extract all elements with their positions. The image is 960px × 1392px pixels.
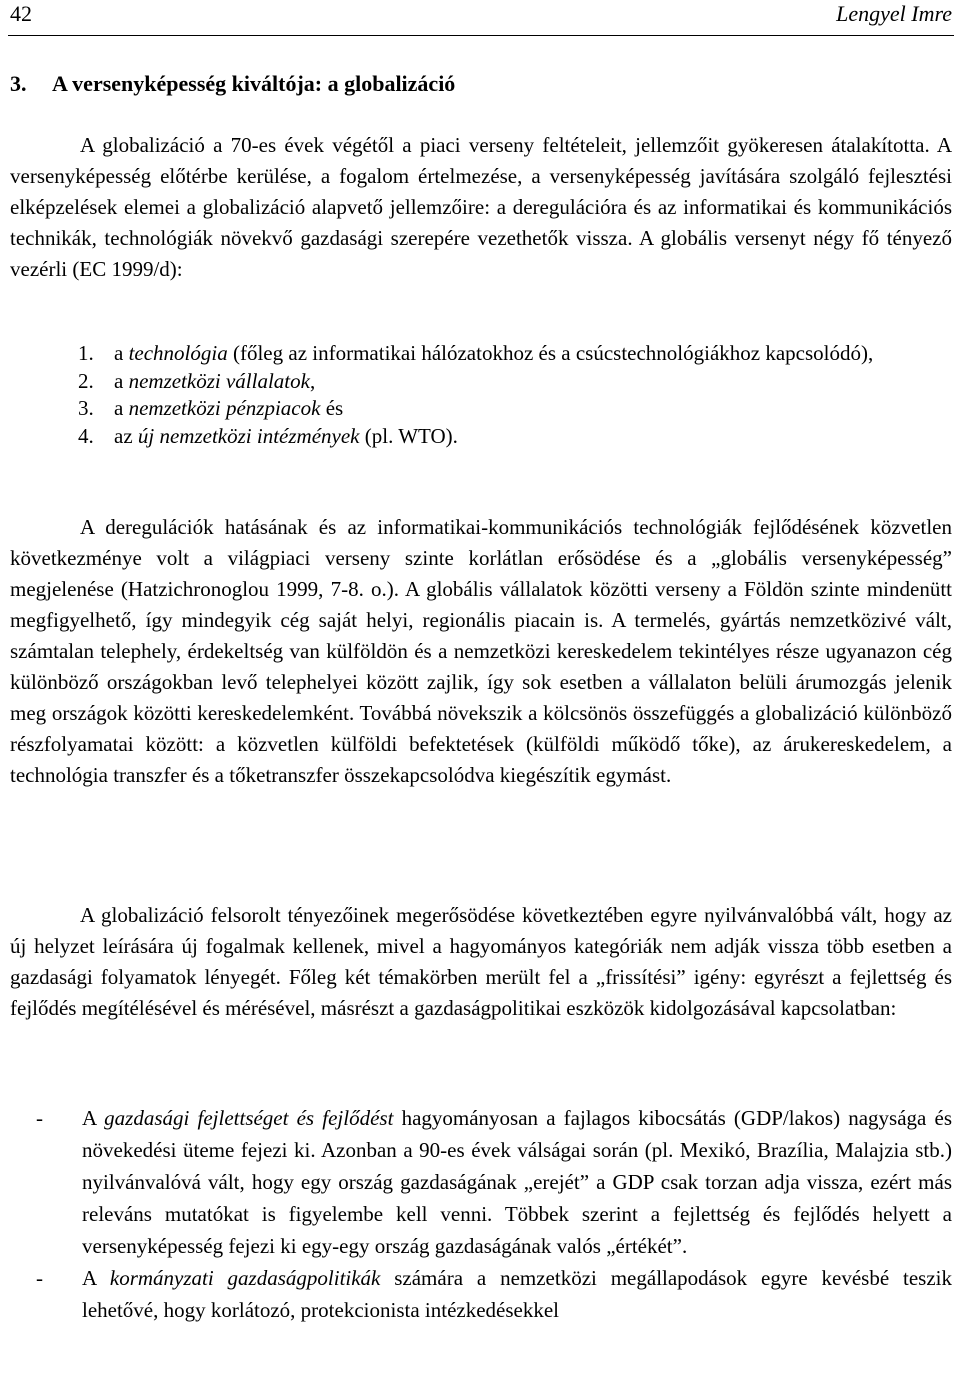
factor-number: 1. xyxy=(78,341,94,365)
factor-text: (pl. WTO). xyxy=(359,423,458,448)
factor-text: , xyxy=(309,368,316,393)
factor-text: a xyxy=(114,396,129,420)
section-heading xyxy=(10,70,455,98)
factor-number: 4. xyxy=(78,423,94,448)
running-head-author: Lengyel Imre xyxy=(836,1,952,26)
bullet-item xyxy=(36,1262,952,1326)
bullet-dash: - xyxy=(36,1106,43,1130)
factor-item xyxy=(78,395,958,423)
paragraph-deregulation xyxy=(10,512,952,791)
factor-number: 3. xyxy=(78,396,94,420)
factor-text: a xyxy=(114,341,129,365)
section-number: 3. xyxy=(10,71,27,96)
bullet-text: A xyxy=(82,1266,110,1290)
bullet-text: számára a nemzetközi megállapodások egyre kevésbé teszik lehetővé, hogy korlátozó, protekcionista intézkedésekkel xyxy=(82,1266,952,1322)
factor-emphasis: nemzetközi vállalatok xyxy=(128,368,310,393)
bullet-dash: - xyxy=(36,1266,43,1290)
page-header xyxy=(10,1,952,27)
factor-emphasis: új nemzetközi intézmények xyxy=(137,423,360,448)
header-rule xyxy=(8,35,954,36)
factor-item xyxy=(78,368,958,396)
paragraph-intro-text: A globalizáció a 70-es évek végétől a piaci verseny feltételeit, jellemzőit gyökeresen átalakította. A versenyképesség előtérbe kerülése, a fogalom értelmezése, a versenyképesség javítására szolgáló fejlesztési elképzelések elemei a globalizáció alapvető jellemzőire: a deregulációra és az informatikai és kommunikációs technikák, technológiák növekvő gazdasági szerepére vezethetők vissza. A globális versenyt négy fő tényező vezérli (EC 1999/d): xyxy=(10,133,952,281)
factor-number: 2. xyxy=(78,368,94,393)
paragraph-intro xyxy=(10,130,952,285)
factor-text: a xyxy=(114,368,129,393)
paragraph-concepts xyxy=(10,900,952,1024)
factor-text: az xyxy=(114,423,138,448)
paragraph-concepts-text: A globalizáció felsorolt tényezőinek megerősödése következtében egyre nyilvánvalóbbá vált, hogy az új helyzet leírására új fogalmak kellenek, mivel a hagyományos kategóriák nem adják vissza több esetben a gazdasági folyamatok lényegét. Főleg két témakörben merült fel a „frissítési” igény: egyrészt a fejlettség és fejlődés megítélésével és mérésével, másrészt a gazdaságpolitikai eszközök kidolgozásával kapcsolatban: xyxy=(10,903,952,1020)
bullet-list xyxy=(36,1102,952,1326)
factor-item xyxy=(78,340,958,368)
factor-text: és xyxy=(320,396,344,420)
bullet-text: A xyxy=(82,1106,105,1130)
factor-text: (főleg az informatikai hálózatokhoz és a csúcstechnológiákhoz kapcsolódó), xyxy=(227,341,874,365)
factor-list xyxy=(78,340,958,450)
factor-emphasis: nemzetközi pénzpiacok xyxy=(128,396,321,420)
page-number: 42 xyxy=(10,1,32,26)
section-title: A versenyképesség kiváltója: a globalizáció xyxy=(52,71,456,96)
bullet-item xyxy=(36,1102,952,1262)
bullet-emphasis: gazdasági fejlettséget és fejlődést xyxy=(104,1106,394,1130)
paragraph-deregulation-text: A deregulációk hatásának és az informatikai-kommunikációs technológiák fejlődésének közvetlen következménye volt a világpiaci verseny szinte korlátlan erősödése és a „globális versenyképesség” megjelenése (Hatzichronoglou 1999, 7-8. o.). A globális vállalatok közötti verseny a Földön szinte mindenütt megfigyelhető, így mindegyik cég saját helyi, regionális piacain is. A termelés, gyártás nemzetközivé vált, számtalan telephely, érdekeltség van külföldön és a nemzetközi kereskedelem tekintélyes része ugyanazon cég különböző országokban levő telephelyei között zajlik, így sok esetben a vállalaton belüli árumozgás jelenik meg országok közötti kereskedelemként. Továbbá növekszik a kölcsönös összefüggés a globalizáció különböző részfolyamatai között: a közvetlen külföldi befektetések (külföldi működő tőke), az árukereskedelem, a technológia transzfer és a tőketranszfer összekapcsolódva kiegészítik egymást. xyxy=(10,515,952,787)
bullet-emphasis: kormányzati gazdaságpolitikák xyxy=(109,1266,381,1290)
bullet-text: hagyományosan a fajlagos kibocsátás (GDP/lakos) nagysága és növekedési üteme fejezi ki. Azonban a 90-es évek válságai során (pl. Mexikó, Brazília, Malajzia stb.) nyilvánvalóvá vált, hogy egy ország gazdaságának „erejét” a GDP csak torzan adja vissza, ezért más releváns mutatókat is figyelembe kell venni. Többek szerint a fejlettség és fejlődés helyett a versenyképesség fejezi ki egy-egy ország gazdaságának valós „értékét”. xyxy=(82,1106,953,1258)
factor-item xyxy=(78,423,958,451)
factor-emphasis: technológia xyxy=(128,341,228,365)
